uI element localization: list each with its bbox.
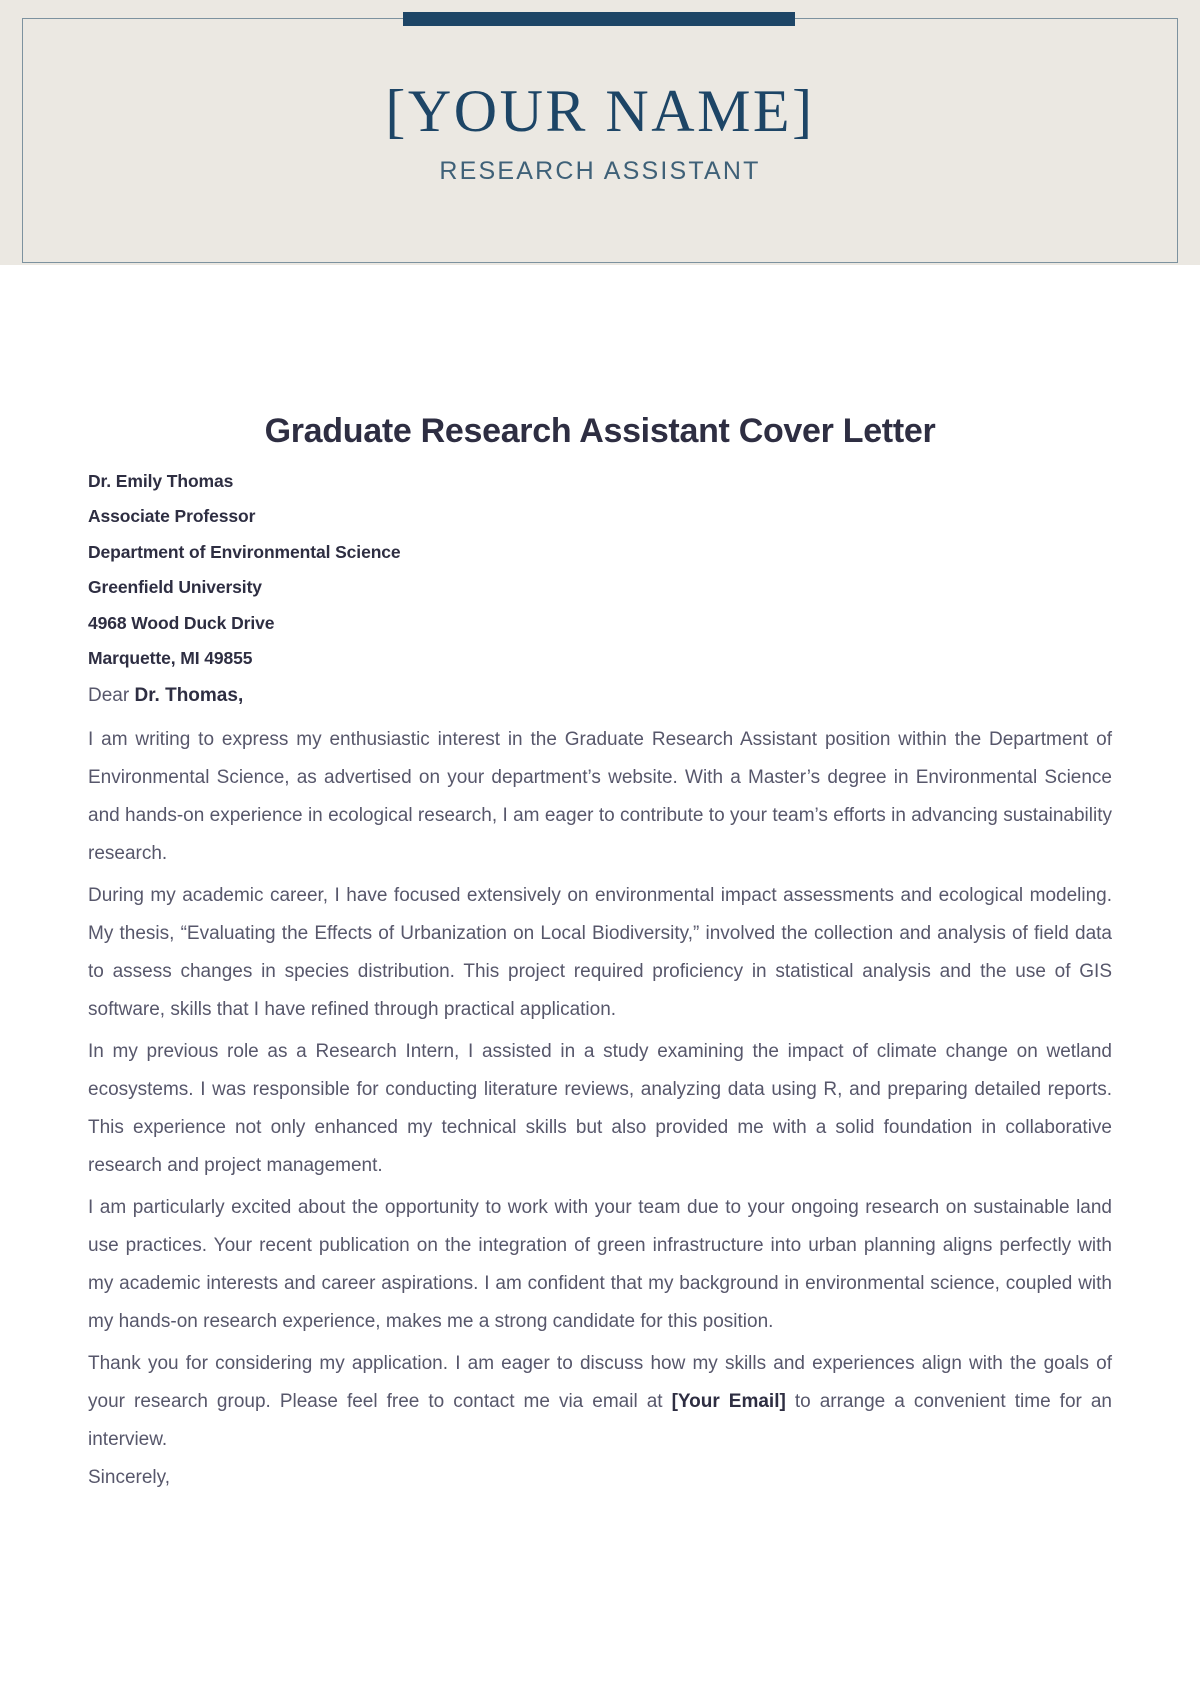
- page-title: Graduate Research Assistant Cover Letter: [264, 412, 936, 450]
- recipient-address-block: [88, 470, 1112, 668]
- body-paragraph: I am particularly excited about the opportunity to work with your team due to your ongoing research on sustainable land use practices. Your recent publication on the integration of green infrastructure into urban planning aligns perfectly with my academic interests and career aspirations. I am confident that my background in environmental science, coupled with my hands-on research experience, makes me a strong candidate for this position.: [88, 1196, 1112, 1332]
- recipient-line: Marquette, MI 49855: [88, 648, 253, 668]
- recipient-line: Greenfield University: [88, 577, 262, 597]
- email-placeholder: [Your Email]: [671, 1390, 786, 1412]
- letter-body: [0, 265, 1200, 1493]
- recipient-line: 4968 Wood Duck Drive: [88, 612, 275, 633]
- closing-text-before: Thank you for considering my application. I am eager to discuss how my skills and experiences align with the goals of your research group. Please feel free to contact me via email at: [88, 1352, 1112, 1412]
- body-paragraph: During my academic career, I have focused extensively on environmental impact assessments and ecological modeling. My thesis, “Evaluating the Effects of Urbanization on Local Biodiversity,” involved the collection and analysis of field data to assess changes in species distribution. This project required proficiency in statistical analysis and the use of GIS software, skills that I have refined through practical application.: [88, 884, 1112, 1020]
- letterhead-banner: [0, 0, 1200, 265]
- salutation-prefix: Dear: [88, 684, 135, 706]
- salutation-recipient-name: Dr. Thomas,: [134, 684, 244, 706]
- candidate-job-title: RESEARCH ASSISTANT: [439, 156, 761, 185]
- closing-paragraph: [88, 1345, 1112, 1459]
- sign-off: Sincerely,: [88, 1466, 171, 1488]
- letterhead-content: [0, 0, 1200, 265]
- letterhead-accent-bar: [403, 12, 795, 26]
- recipient-line: Department of Environmental Science: [88, 541, 401, 562]
- recipient-line: Dr. Emily Thomas: [88, 470, 234, 491]
- closing-text-after: to arrange a convenient time for an interview.: [88, 1390, 1112, 1450]
- body-paragraph: I am writing to express my enthusiastic interest in the Graduate Research Assistant position within the Department of Environmental Science, as advertised on your department’s website. With a Master’s degree in Environmental Science and hands-on experience in ecological research, I am eager to contribute to your team’s efforts in advancing sustainability research.: [88, 728, 1112, 864]
- salutation: [88, 686, 1112, 705]
- candidate-name: [YOUR NAME]: [385, 77, 815, 144]
- body-paragraph: In my previous role as a Research Intern, I assisted in a study examining the impact of climate change on wetland ecosystems. I was responsible for conducting literature reviews, analyzing data using R, and preparing detailed reports. This experience not only enhanced my technical skills but also provided me with a solid foundation in collaborative research and project management.: [88, 1040, 1112, 1176]
- recipient-line: Associate Professor: [88, 506, 256, 526]
